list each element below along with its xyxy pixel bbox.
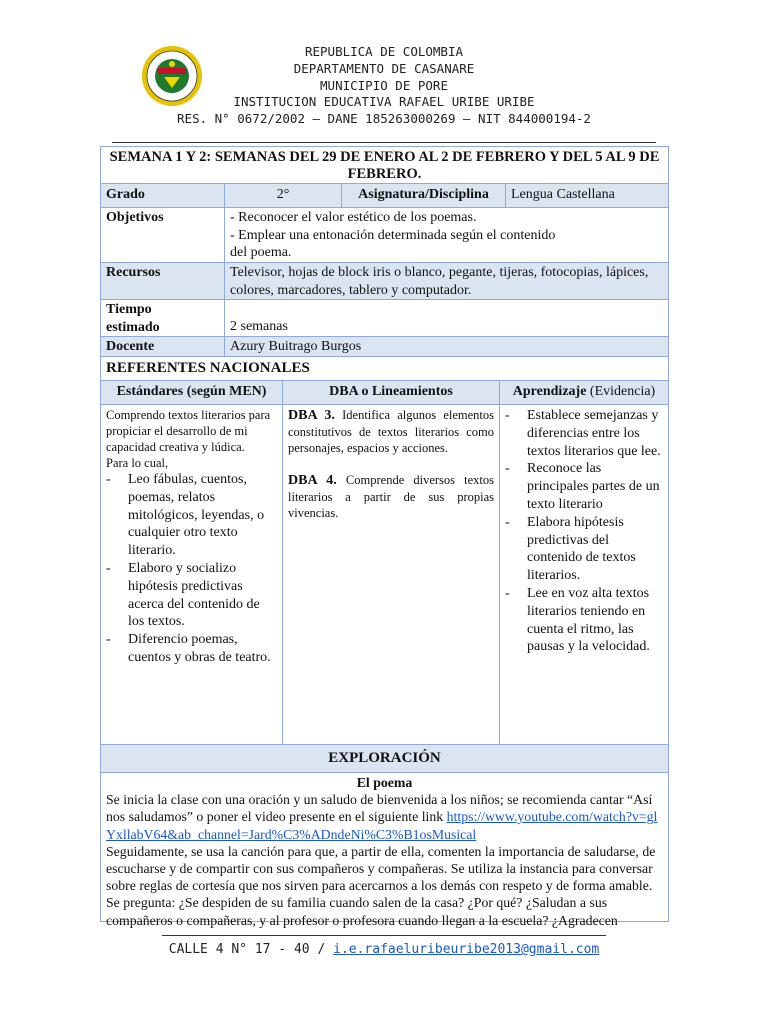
- header-divider: [112, 142, 656, 143]
- poema-subtitle: El poema: [356, 775, 413, 790]
- week-title-row: [101, 147, 668, 184]
- exploracion-body: [101, 773, 668, 928]
- referentes-content-row: [101, 405, 668, 745]
- header-line-municipality: MUNICIPIO DE PORE: [320, 77, 448, 93]
- estandar-item: - Leo fábulas, cuentos, poemas, relatos mitológicos, leyendas, o cualquier otro texto literario.: [106, 471, 277, 560]
- objetivos-label: Objetivos: [106, 210, 164, 225]
- docente-value: Azury Buitrago Burgos: [224, 337, 668, 356]
- exploracion-content-row: [101, 773, 668, 928]
- tiempo-label: [101, 300, 224, 336]
- docente-label: Docente: [106, 339, 155, 354]
- objetivo-line: - Reconocer el valor estético de los poemas.: [230, 210, 477, 225]
- estandares-cell: [101, 405, 282, 744]
- objetivos-row: [101, 208, 668, 263]
- aprendizaje-item: - Establece semejanzas y diferencias entre los textos literarios que lee.: [505, 407, 663, 460]
- recursos-label: Recursos: [106, 265, 161, 280]
- footer-address: CALLE 4 N° 17 - 40 /: [168, 942, 334, 957]
- tiempo-row: [101, 300, 668, 337]
- estandar-item: - Elaboro y socializo hipótesis predictivas acerca del contenido de los textos.: [106, 560, 277, 631]
- footer-divider: [162, 935, 606, 936]
- estandares-list: [106, 471, 277, 667]
- tiempo-value: 2 semanas: [224, 300, 668, 336]
- referentes-row: [101, 357, 668, 381]
- estandares-column-header: Estándares (según MEN): [116, 384, 267, 399]
- estandares-intro: Comprendo textos literarios para propiciar el desarrollo de mi capacidad creativa y lúdica.: [106, 408, 271, 454]
- header-line-institution: INSTITUCION EDUCATIVA RAFAEL URIBE URIBE: [233, 94, 535, 110]
- dba3-label: DBA 3.: [288, 408, 335, 423]
- grado-label: Grado: [106, 187, 145, 202]
- aprendizaje-list: [505, 407, 663, 656]
- aprendizaje-cell: [499, 405, 668, 744]
- grado-value: 2°: [224, 184, 341, 207]
- header-line-registration: RES. N° 0672/2002 – DANE 185263000269 – NIT 844000194-2: [177, 111, 591, 127]
- week-title: SEMANA 1 Y 2: SEMANAS DEL 29 DE ENERO AL 2 DE FEBRERO Y DEL 5 AL 9 DE FEBRERO.: [109, 149, 660, 182]
- exploracion-paragraph-2: Seguidamente, se usa la canción para que, a partir de ella, comenten la importancia de saludarse, de escucharse y de compartir con sus compañeros y compañeras. Se utiliza la instancia para conversar sobre reglas de cortesía que nos sirven para acercarnos a los demás con respeto y de forma amable.: [106, 843, 656, 894]
- dba3-text: [288, 407, 494, 456]
- institution-header: [0, 44, 768, 128]
- estandares-para: Para lo cual,: [106, 456, 169, 470]
- tiempo-label-line: estimado: [106, 319, 160, 335]
- lesson-plan-table: [100, 146, 669, 928]
- objetivos-value: [224, 208, 668, 262]
- aprendizaje-item: - Reconoce las principales partes de un texto literario: [505, 460, 663, 513]
- grado-row: [101, 184, 668, 208]
- dba4-description: Comprende diversos textos literarios a partir de sus propias vivencias.: [288, 473, 495, 520]
- referentes-columns-row: [101, 381, 668, 405]
- asignatura-value: Lengua Castellana: [505, 184, 668, 207]
- objetivo-line: - Emplear una entonación determinada según el contenido: [230, 227, 556, 243]
- referentes-title: REFERENTES NACIONALES: [106, 360, 310, 376]
- aprendizaje-column-header: [499, 381, 668, 404]
- asignatura-label: Asignatura/Disciplina: [341, 184, 505, 207]
- dba4-text: [288, 472, 494, 521]
- dba3-description: Identifica algunos elementos constitutivos de textos literarios como personajes, espacios y acciones.: [288, 408, 494, 455]
- footer-email-link[interactable]: i.e.rafaeluribeuribe2013@gmail.com: [333, 942, 600, 957]
- aprendizaje-item: - Lee en voz alta textos literarios teniendo en cuenta el ritmo, las pausas y la velocidad.: [505, 585, 663, 656]
- dba4-label: DBA 4.: [288, 473, 337, 488]
- header-line-department: DEPARTAMENTO DE CASANARE: [293, 60, 475, 76]
- exploracion-row: [101, 745, 668, 773]
- docente-row: [101, 337, 668, 357]
- estandar-item: - Diferencio poemas, cuentos y obras de teatro.: [106, 631, 277, 667]
- youtube-video-link[interactable]: https://www.youtube.com/watch?v=glYxllabV64&ab_channel=Jard%C3%ADndeNi%C3%B1osMusical: [106, 809, 658, 842]
- header-line-country: REPUBLICA DE COLOMBIA: [304, 44, 464, 59]
- recursos-row: [101, 263, 668, 300]
- objetivo-line: del poema.: [230, 245, 292, 260]
- dba-cell: [282, 405, 499, 744]
- exploracion-title: EXPLORACIÓN: [328, 750, 441, 766]
- aprendizaje-item: - Elabora hipótesis predictivas del contenido de textos literarios.: [505, 514, 663, 585]
- aprendizaje-header-bold: Aprendizaje: [512, 384, 587, 399]
- recursos-value: Televisor, hojas de block iris o blanco, pegante, tijeras, fotocopias, lápices, colores, marcadores, tablero y computador.: [224, 263, 668, 299]
- dba-column-header: DBA o Lineamientos: [282, 381, 499, 404]
- footer: [0, 942, 768, 957]
- tiempo-label-line: Tiempo: [106, 302, 152, 317]
- aprendizaje-header-rest: (Evidencia): [586, 384, 656, 399]
- exploracion-paragraph-1: [106, 791, 663, 843]
- exploracion-paragraph-3: Se pregunta: ¿Se despiden de su familia cuando salen de la casa? ¿Por qué? ¿Saludan a sus compañeros o compañeras, y al profesor o profesora cuando llegan a la escuela? ¿Agradecen: [106, 895, 618, 928]
- exploracion-p1-text: Se inicia la clase con una oración y un saludo de bienvenida a los niños; se recomienda cantar “Así nos saludamos” o poner el video presente en el siguiente link: [106, 792, 653, 825]
